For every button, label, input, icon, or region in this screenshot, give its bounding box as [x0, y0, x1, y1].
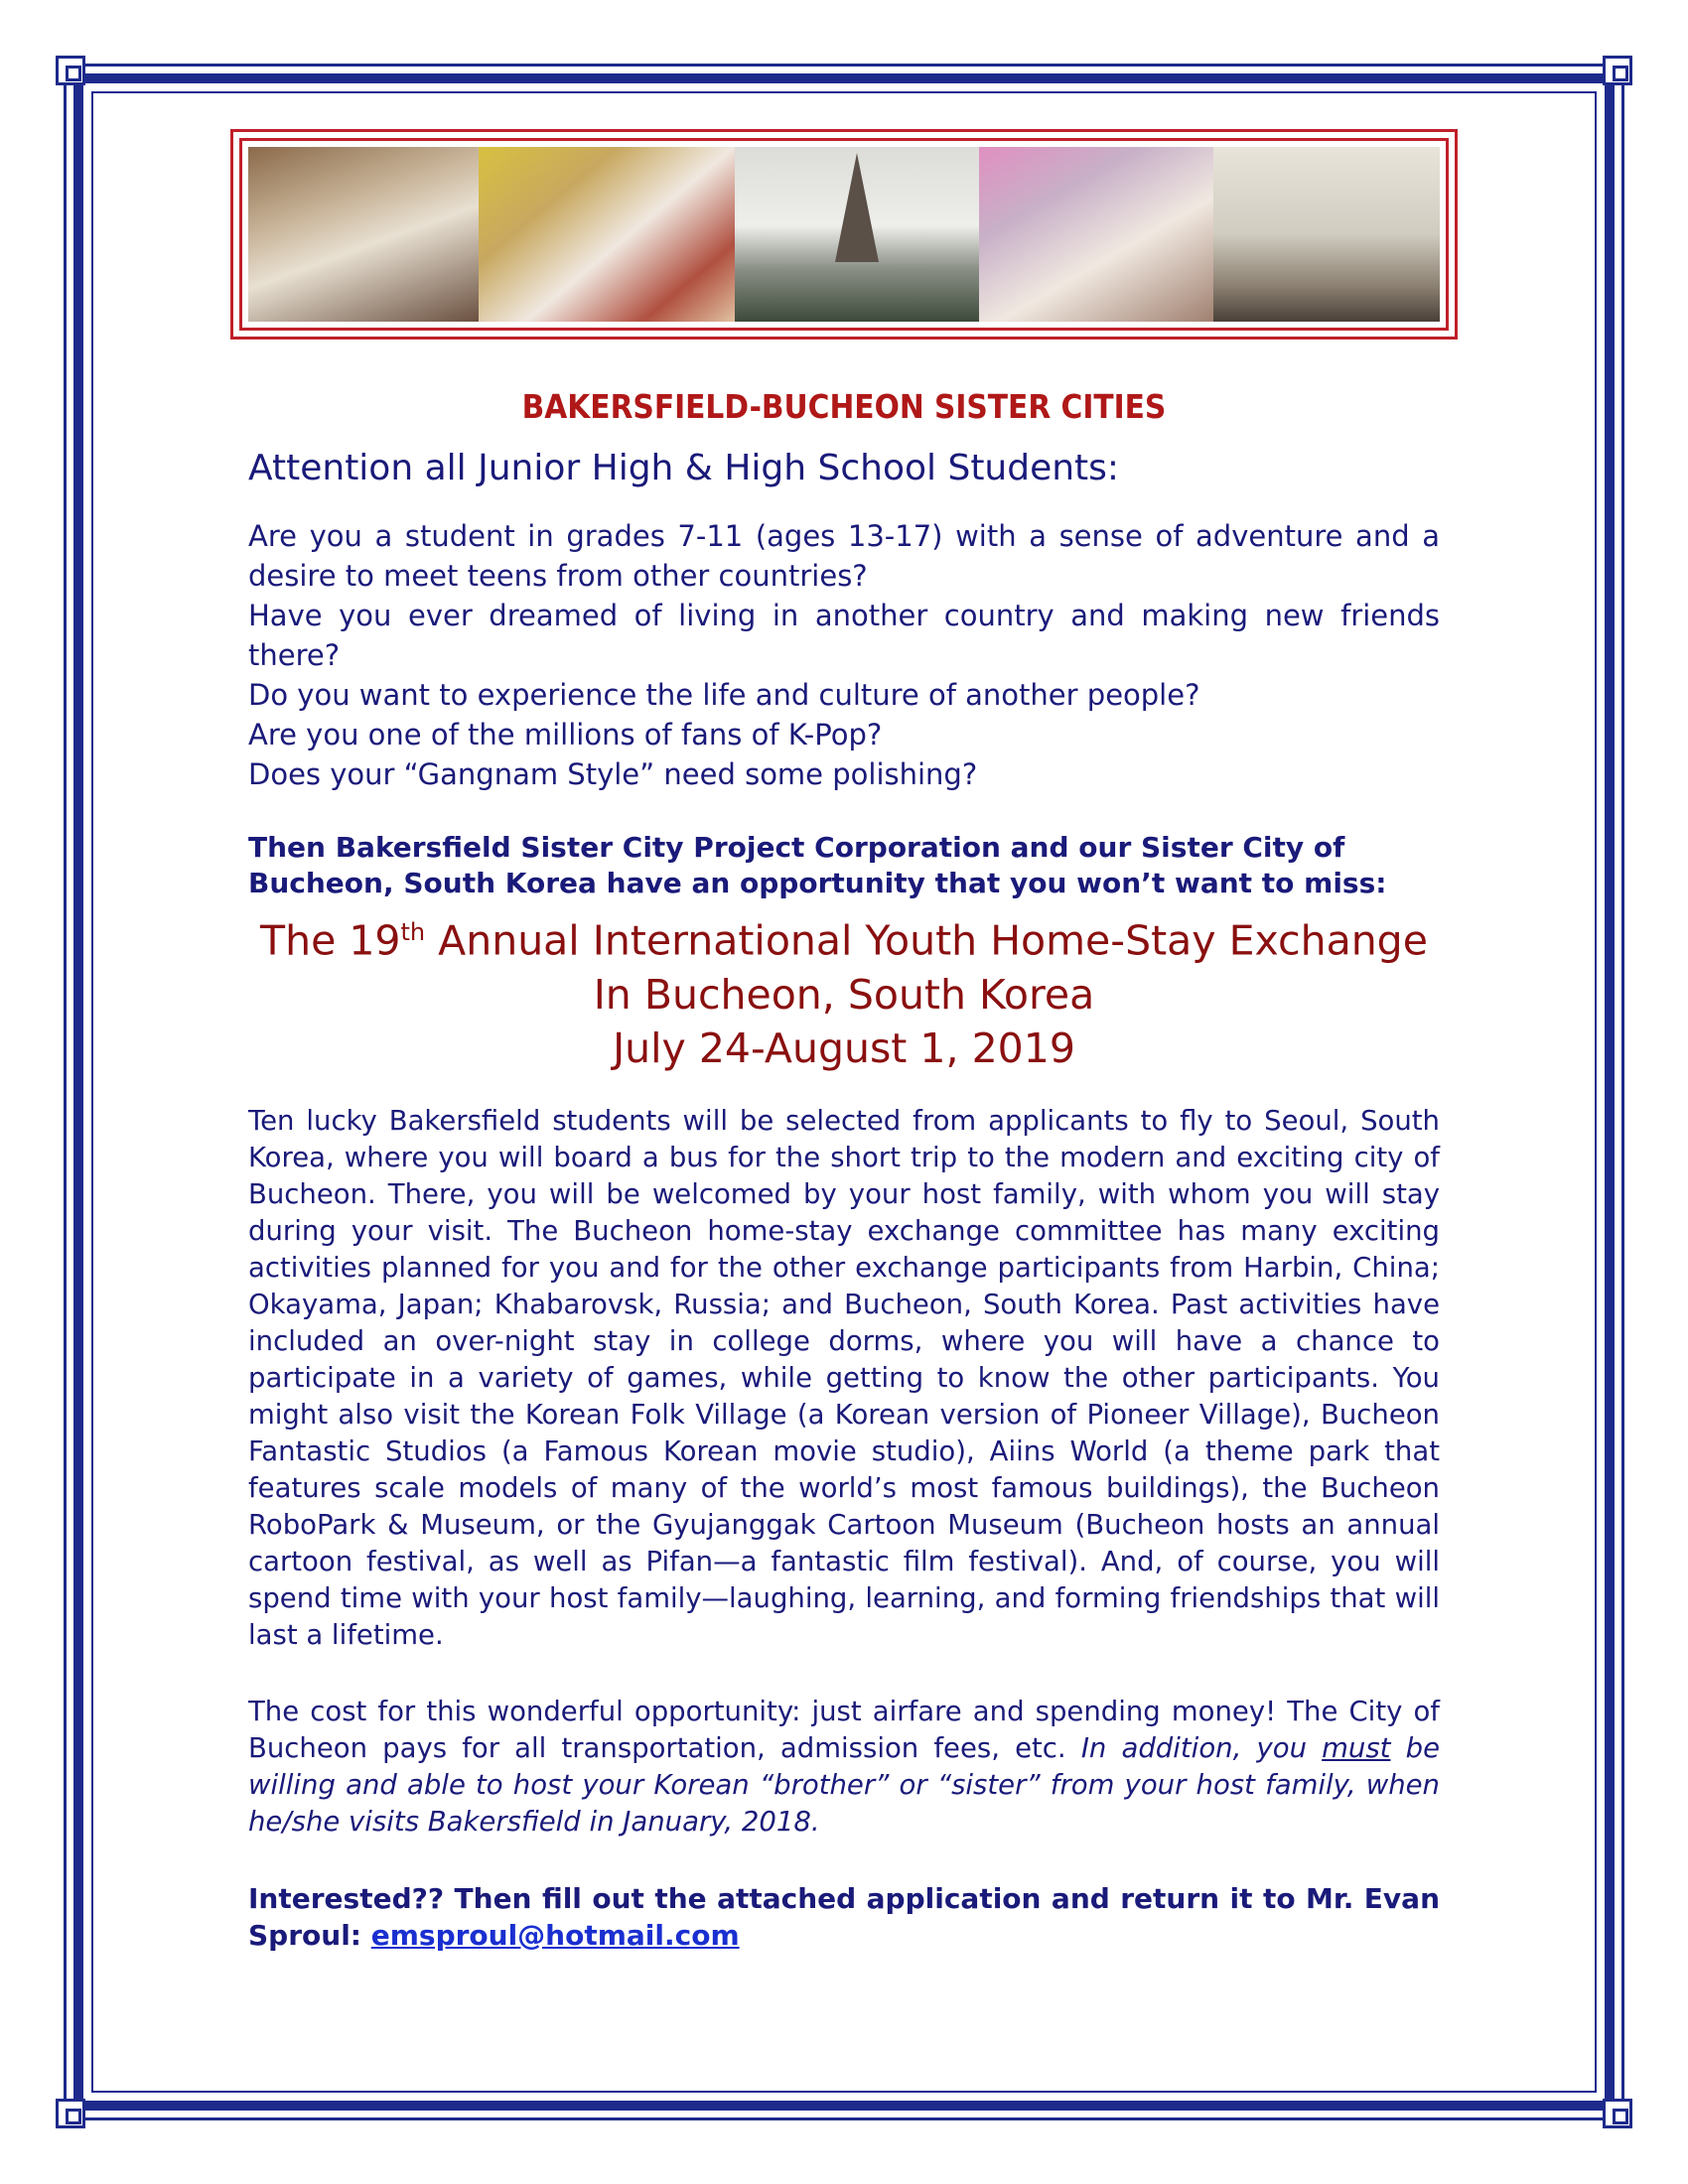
border-corner-ornament — [1603, 56, 1632, 85]
question-list — [248, 516, 1440, 794]
tower-shape — [835, 153, 879, 262]
intro-statement: Then Bakersfield Sister City Project Corporation and our Sister City of Bucheon, South Korea have an opportunity that you won’t want to miss: — [248, 831, 1387, 899]
question-line: Do you want to experience the life and culture of another people? — [248, 678, 1200, 712]
question-line: Are you one of the millions of fans of K-Pop? — [248, 718, 883, 751]
event-title-rest: Annual International Youth Home-Stay Exchange — [425, 916, 1428, 965]
photo-exchange-presentation — [1213, 147, 1440, 322]
attention-heading: Attention all Junior High & High School Students: — [248, 448, 1120, 488]
photo-group-eiffel-replica — [735, 147, 979, 322]
call-to-action — [248, 1880, 1440, 1954]
event-headline — [248, 905, 1440, 1075]
event-title-prefix: The 19 — [260, 916, 401, 965]
border-corner-ornament — [1603, 2099, 1632, 2128]
question-line: Are you a student in grades 7-11 (ages 13-17) with a sense of adventure and a desire to meet teens from other countries? — [248, 519, 1440, 593]
question-line: Does your “Gangnam Style” need some polishing? — [248, 757, 978, 791]
program-description: Ten lucky Bakersfield students will be selected from applicants to fly to Seoul, South Korea, where you will board a bus for the short trip to the modern and exciting city of Bucheon. There, you will be welcomed by your host family, with whom you will stay during your visit. The Bucheon home-stay exchange committee has many exciting activities planned for you and for the other exchange participants from Harbin, China; Okayama, Japan; Khabarovsk, Russia; and Bucheon, South Korea. Past activities have included an over-night stay in college dorms, where you will have a chance to participate in a variety of games, while getting to know the other participants. You might also visit the Korean Folk Village (a Korean version of Pioneer Village), Bucheon Fantastic Studios (a Famous Korean movie studio), Aiins World (a theme park that features scale models of many of the world’s most famous buildings), the Bucheon RoboPark & Museum, or the Gyujanggak Cartoon Museum (Bucheon hosts an annual cartoon festival, as well as Pifan—a fantastic film festival). And, of course, you will spend time with your host family—laughing, learning, and forming friendships that will last a lifetime. — [248, 1104, 1440, 1651]
photo-strip — [248, 147, 1440, 322]
border-corner-ornament — [56, 56, 85, 85]
emphasis-must: must — [1322, 1731, 1391, 1764]
event-location: In Bucheon, South Korea — [593, 970, 1095, 1019]
photo-students-dining — [479, 147, 735, 322]
cost-paragraph — [248, 1694, 1440, 1841]
host-requirement-end: be willing and able to host your Korean “brother” or “sister” from your host family, when he/she visits Bakersfield in January, 2018. — [248, 1731, 1440, 1838]
organization-title: BAKERSFIELD-BUCHEON SISTER CITIES — [521, 387, 1167, 426]
call-to-action-text: Interested?? Then fill out the attached application and return it to Mr. Evan Sproul: — [248, 1881, 1440, 1952]
photo-taekwondo-students — [248, 147, 479, 322]
event-dates: July 24-August 1, 2019 — [613, 1024, 1075, 1072]
event-title-ordinal: th — [400, 918, 426, 946]
photo-banner — [230, 129, 1458, 340]
event-title — [248, 905, 1440, 968]
document-body — [248, 387, 1440, 1954]
question-line: Have you ever dreamed of living in another country and making new friends there? — [248, 599, 1440, 672]
photo-drum-class — [979, 147, 1213, 322]
border-corner-ornament — [56, 2099, 85, 2128]
photo-banner-frame — [239, 138, 1449, 331]
cost-text: The cost for this wonderful opportunity: just airfare and spending money! The City of Bucheon pays for all transportation, admission fees, etc. — [248, 1695, 1440, 1764]
email-link[interactable]: emsproul@hotmail.com — [370, 1918, 740, 1952]
host-requirement-start: In addition, you — [1080, 1731, 1323, 1764]
